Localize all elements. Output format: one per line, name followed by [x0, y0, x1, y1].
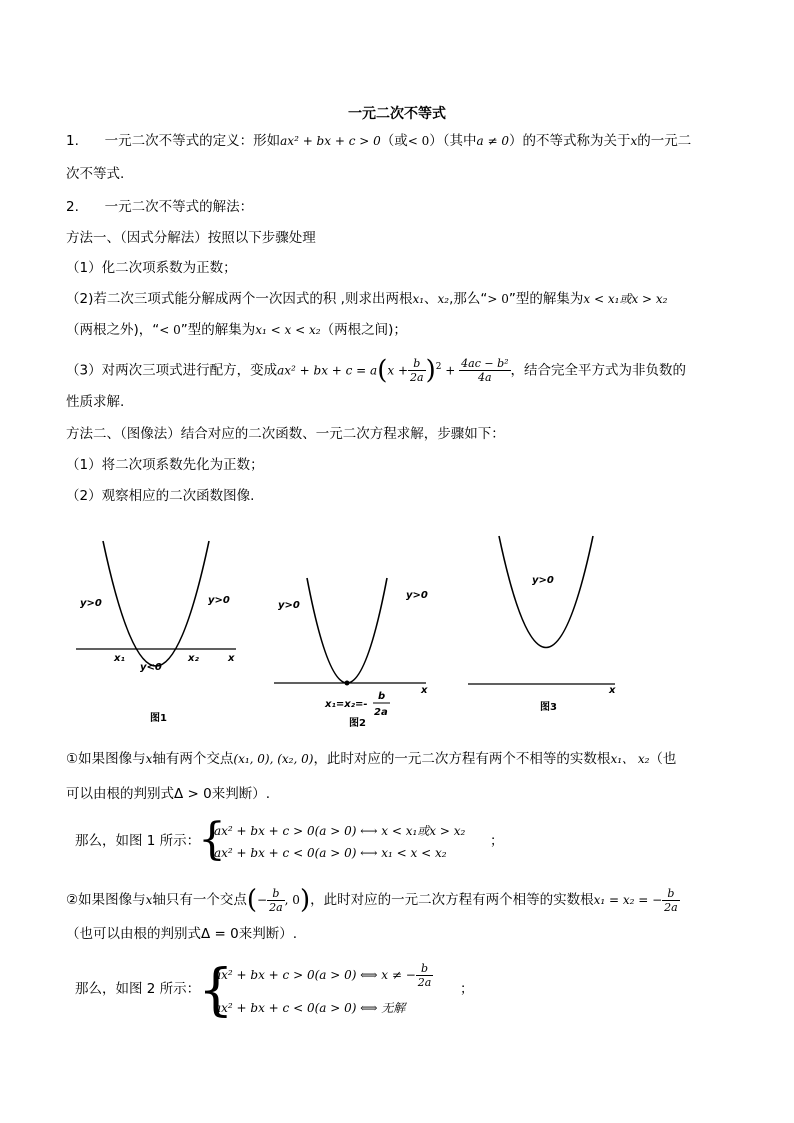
figure-caption: 图2 [349, 718, 366, 729]
lt-zero: < 0 [159, 323, 181, 337]
case1-also: （也 [649, 751, 677, 767]
case2-intro: ②如果图像与 [66, 892, 146, 908]
case1-system-lt: ax² + bx + c < 0(a > 0) ⟷ x₁ < x < x₂ [214, 846, 447, 860]
label-y-positive: y>0 [532, 575, 554, 586]
section-heading: 一元二次不等式的解法： [104, 199, 254, 215]
label-x: x [421, 685, 428, 696]
step2-type2: ”型的解集为 [180, 322, 256, 338]
label-x1: x₁ [114, 653, 125, 664]
definition-text: 一元二次不等式的定义：形如 [104, 133, 281, 149]
comma-zero: , 0 [284, 893, 300, 907]
label-y-positive-right: y>0 [406, 590, 428, 601]
system-gt-expr: ax² + bx + c > 0(a > 0) ⟺ x ≠ − [214, 968, 416, 982]
case2-intersection: 轴只有一个交点 [152, 892, 247, 908]
step2-between-note: （两根之间)； [320, 322, 407, 338]
section-number: 1. [66, 133, 79, 149]
gt-zero: > 0 [487, 292, 509, 306]
left-brace: { [198, 814, 226, 865]
method1-step2 [66, 289, 667, 309]
figure-caption: 图3 [540, 702, 557, 713]
vertex-point [345, 681, 350, 686]
parabola [499, 536, 593, 648]
method2-step1: （1）将二次项系数先化为正数； [66, 457, 264, 473]
root-frac-denominator: 2a [374, 707, 388, 718]
frac-denominator: 2a [664, 900, 678, 914]
case2-discriminant: （也可以由根的判别式Δ = 0来判断）. [66, 926, 298, 942]
step3-tail: ，结合完全平方式为非负数的 [510, 362, 687, 379]
label-double-root: x₁=x₂=- [325, 699, 368, 710]
frac-numerator: b [662, 887, 680, 901]
var-x: x + [387, 363, 408, 378]
step2-type: ”型的解集为 [508, 291, 584, 307]
right-paren: ) [425, 355, 436, 386]
left-paren: ( [246, 885, 258, 915]
case2-line [66, 884, 680, 916]
roots-x1-x2: x₁、 x₂ [610, 752, 650, 766]
case1-intro: ①如果图像与 [66, 751, 146, 767]
method1-step2-cont [66, 320, 407, 340]
lt-zero: < 0 [407, 134, 430, 148]
inequality-expr: ax² + bx + c > 0 [280, 134, 381, 148]
frac-denominator: 2a [269, 900, 283, 914]
frac-numerator: b [416, 962, 434, 976]
label-y-positive-right: y>0 [208, 595, 230, 606]
definition-continuation: 次不等式. [66, 166, 125, 182]
var-x: x [145, 752, 153, 766]
page-title: 一元二次不等式 [348, 106, 446, 122]
section-number: 2. [66, 199, 79, 215]
minus-sign: − [257, 893, 268, 907]
label-y-positive-left: y>0 [278, 600, 300, 611]
parabola [307, 578, 387, 683]
frac-numerator: b [408, 357, 426, 371]
left-paren: ( [377, 355, 388, 386]
plus-sign: + [441, 363, 460, 378]
method2-step2: （2）观察相应的二次函数图像. [66, 488, 255, 504]
case2-roots-text: ，此时对应的一元二次方程有两个相等的实数根 [310, 892, 594, 908]
fraction-discriminant [459, 357, 510, 384]
method1-heading: 方法一、（因式分解法）按照以下步骤处理 [66, 230, 316, 246]
method2-heading: 方法二、（图像法）结合对应的二次函数、一元二次方程求解，步骤如下： [66, 426, 505, 442]
step2-text: （2)若二次三项式能分解成两个一次因式的积 ,则求出两根 [66, 291, 413, 307]
method1-step1: （1）化二次项系数为正数； [66, 260, 237, 276]
solution-between: x₁ < x < x₂ [255, 323, 321, 337]
definition-where: ）（其中 [429, 133, 477, 149]
case1-line [66, 749, 676, 769]
fraction-b-over-2a [267, 887, 285, 914]
label-x: x [609, 685, 616, 696]
method1-step3-cont: 性质求解. [66, 394, 125, 410]
case1-intersections: 轴有两个交点 [152, 751, 234, 767]
definition-end: 的一元二 [637, 133, 692, 149]
case1-system-gt: ax² + bx + c > 0(a > 0) ⟷ x < x₁或x > x₂ [214, 824, 466, 838]
step2-then: ,那么“ [449, 291, 488, 307]
label-y-positive-left: y>0 [80, 598, 102, 609]
figure-2 [270, 540, 440, 730]
case2-then: 那么，如图 2 所示： [75, 981, 201, 997]
parabola [103, 541, 209, 666]
semicolon: ； [490, 833, 504, 849]
figure-3 [465, 530, 625, 720]
intersection-points: (x₁, 0), (x₂, 0) [233, 752, 314, 766]
exponent: 2 [435, 362, 442, 372]
label-y-negative: y<0 [140, 662, 162, 673]
var-x: x [630, 134, 638, 148]
separator: 、 [424, 291, 438, 307]
method1-step3 [66, 352, 687, 386]
step3-text: （3）对两次三项式进行配方，变成 [66, 362, 278, 379]
definition-called: ）的不等式称为关于 [508, 133, 631, 149]
frac-denominator: 2a [410, 371, 424, 384]
case1-discriminant: 可以由根的判别式Δ > 0来判断）. [66, 786, 271, 802]
frac-numerator: 4ac − b² [461, 357, 509, 370]
fraction-b-over-2a [662, 887, 680, 914]
definition-or: （或 [380, 133, 408, 149]
case2-system-gt [214, 960, 433, 990]
semicolon: ； [460, 981, 474, 997]
case1-roots-text: ，此时对应的一元二次方程有两个不相等的实数根 [313, 751, 611, 767]
frac-numerator: b [267, 887, 285, 901]
double-root: x₁ = x₂ = − [593, 893, 663, 907]
solution-section [66, 197, 253, 217]
step2-outside-note: （两根之外)，“ [66, 322, 160, 338]
root-x2: x₂ [437, 292, 450, 306]
solution-outside: x < x₁或x > x₂ [583, 292, 668, 306]
case1-then: 那么，如图 1 所示： [75, 833, 201, 849]
a-nonzero: a ≠ 0 [476, 134, 509, 148]
root-frac-numerator: b [378, 691, 386, 702]
fraction-b-over-2a [416, 962, 434, 989]
var-x: x [145, 893, 153, 907]
left-brace: { [198, 958, 234, 1023]
figure-1 [70, 535, 250, 730]
frac-denominator: 4a [478, 371, 492, 384]
case2-system-lt: ax² + bx + c < 0(a > 0) ⟺ 无解 [214, 1001, 406, 1015]
figure-caption: 图1 [150, 713, 167, 724]
completed-square-expr: ax² + bx + c = a [277, 363, 378, 378]
label-x2: x₂ [188, 653, 199, 664]
label-x: x [228, 653, 235, 664]
root-x1: x₁ [412, 292, 425, 306]
frac-denominator: 2a [417, 976, 432, 989]
right-paren: ) [299, 885, 311, 915]
fraction-b-over-2a [408, 357, 426, 384]
definition-line [66, 131, 691, 151]
